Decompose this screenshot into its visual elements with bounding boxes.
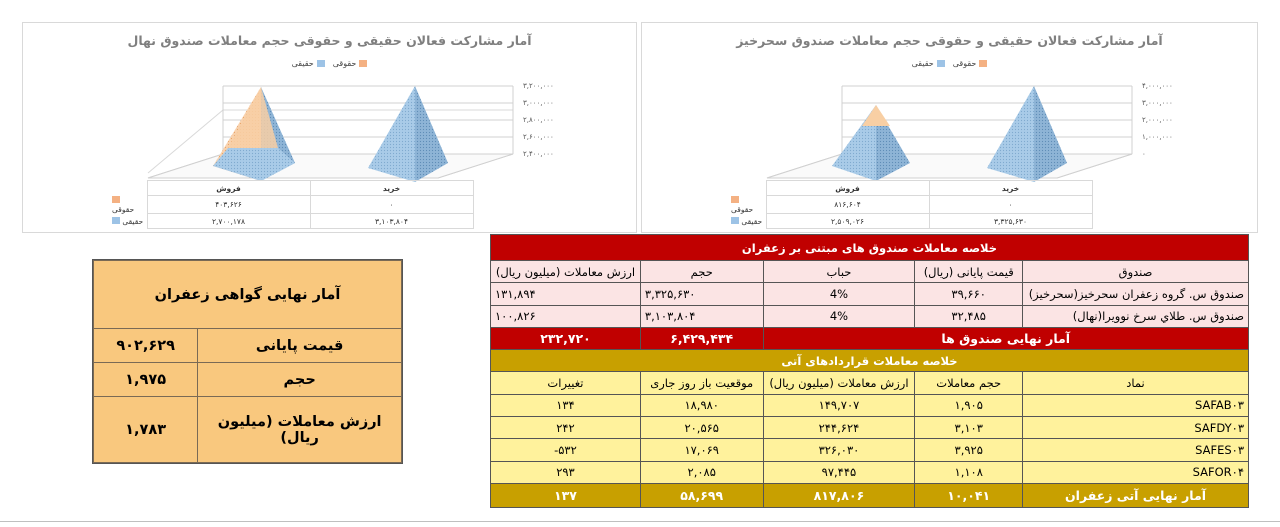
y-axis-ticks xyxy=(1142,82,1173,158)
data-cell: ۳۲,۴۸۵ xyxy=(915,305,1023,327)
saffron-certificate-summary xyxy=(92,259,403,464)
legend-swatch-icon xyxy=(112,217,120,224)
total-value: ۱۳۷ xyxy=(491,483,641,507)
data-cell: ۱۳۱,۸۹۴ xyxy=(491,283,641,305)
table-row xyxy=(491,283,1249,305)
total-value: ۵۸,۶۹۹ xyxy=(640,483,763,507)
data-cell: ۲,۰۸۵ xyxy=(640,461,763,483)
series-row-label: حقوقی xyxy=(109,196,147,214)
futures-total-label: آمار نهایی آتی زعفران xyxy=(1023,483,1249,507)
data-cell: ۲۰,۵۶۵ xyxy=(640,417,763,439)
chart-title: آمار مشارکت فعالان حقیقی و حقوقی حجم معاملات صندوق نهال xyxy=(127,33,532,48)
data-cell: ۳,۹۲۵ xyxy=(915,439,1023,461)
legend-label: حقوقی xyxy=(332,59,357,68)
data-cell: SAFES۰۳ xyxy=(1023,439,1249,461)
y-tick-label: ۰ xyxy=(1142,150,1146,158)
category-label: فروش xyxy=(766,181,929,196)
column-header: ارزش معاملات (میلیون ریال) xyxy=(491,261,641,283)
data-cell: SAFDY۰۳ xyxy=(1023,417,1249,439)
chart-panel-saharkhiz xyxy=(641,22,1258,233)
y-axis-ticks xyxy=(523,82,554,158)
y-tick-label: ۲,۶۰۰,۰۰۰ xyxy=(523,133,554,141)
column-header: حجم xyxy=(640,261,763,283)
data-cell: ۱۷,۰۶۹ xyxy=(640,439,763,461)
chart-floor xyxy=(148,154,513,178)
column-header: حجم معاملات xyxy=(915,372,1023,394)
table-row xyxy=(491,461,1249,483)
column-header: ارزش معاملات (میلیون ریال) xyxy=(763,372,915,394)
y-tick-label: ۲,۴۰۰,۰۰۰ xyxy=(523,150,554,158)
y-tick-label: ۳,۰۰۰,۰۰۰ xyxy=(523,99,554,107)
y-tick-label: ۳,۲۰۰,۰۰۰ xyxy=(523,82,554,90)
table-row xyxy=(491,439,1249,461)
column-header: حباب xyxy=(763,261,915,283)
total-value: ۱۰,۰۴۱ xyxy=(915,483,1023,507)
data-cell: 4% xyxy=(763,305,915,327)
certificate-value: ۱,۹۷۵ xyxy=(94,363,198,397)
data-cell: ۱۸,۹۸۰ xyxy=(640,394,763,416)
data-cell: ۴۰۳,۶۲۶ xyxy=(147,196,310,214)
data-cell: ۳۹,۶۶۰ xyxy=(915,283,1023,305)
data-cell: -۵۳۲ xyxy=(491,439,641,461)
certificate-title: آمار نهایی گواهی زعفران xyxy=(94,261,402,329)
data-cell: ۲۴۴,۶۲۴ xyxy=(763,417,915,439)
data-cell: SAFOR۰۴ xyxy=(1023,461,1249,483)
chart-floor xyxy=(767,154,1132,178)
data-cell: 4% xyxy=(763,283,915,305)
data-cell: ۸۱۶,۶۰۴ xyxy=(766,196,929,214)
legend-swatch-icon xyxy=(731,217,739,224)
data-cell: ۱۰۰,۸۲۶ xyxy=(491,305,641,327)
pyramid-bar-kharid xyxy=(368,86,448,182)
legend-label: حقیقی xyxy=(291,59,314,68)
data-cell: ۳,۳۲۵,۶۳۰ xyxy=(640,283,763,305)
data-cell: ۰ xyxy=(929,196,1092,214)
funds-and-futures-summary-table xyxy=(490,234,1249,508)
certificate-label: حجم xyxy=(198,363,402,397)
series-row-label: حقیقی xyxy=(728,214,766,229)
table-row xyxy=(491,305,1249,327)
funds-total-row xyxy=(491,327,1249,349)
funds-header-row xyxy=(491,261,1249,283)
chart-data-table xyxy=(109,180,474,229)
data-cell: ۲,۵۰۹,۰۲۶ xyxy=(766,214,929,229)
data-cell: ۲,۷۰۰,۱۷۸ xyxy=(147,214,310,229)
data-cell: ۹۷,۴۴۵ xyxy=(763,461,915,483)
chart-title: آمار مشارکت فعالان حقیقی و حقوقی حجم معاملات صندوق سحرخیز xyxy=(736,33,1163,48)
funds-total-label: آمار نهایی صندوق ها xyxy=(763,327,1248,349)
data-cell: ۱,۱۰۸ xyxy=(915,461,1023,483)
legend-swatch-icon xyxy=(112,196,120,203)
y-tick-label: ۲,۸۰۰,۰۰۰ xyxy=(523,116,554,124)
table-row xyxy=(491,417,1249,439)
series-row-label: حقوقی xyxy=(728,196,766,214)
chart-data-table xyxy=(728,180,1093,229)
data-cell: ۳,۱۰۳ xyxy=(915,417,1023,439)
bottom-divider xyxy=(0,521,1280,522)
column-header: موقعیت باز روز جاری xyxy=(640,372,763,394)
data-cell: ۰ xyxy=(310,196,473,214)
data-cell: ۳۲۶,۰۳۰ xyxy=(763,439,915,461)
category-label: خرید xyxy=(310,181,473,196)
data-cell: SAFAB۰۳ xyxy=(1023,394,1249,416)
data-cell: ۳,۱۰۳,۸۰۴ xyxy=(640,305,763,327)
data-cell: ۲۹۳ xyxy=(491,461,641,483)
data-cell: ۲۴۲ xyxy=(491,417,641,439)
column-header: نماد xyxy=(1023,372,1249,394)
data-cell: ۱۴۹,۷۰۷ xyxy=(763,394,915,416)
chart-panel-nahal xyxy=(22,22,637,233)
futures-header-row xyxy=(491,372,1249,394)
legend-label: حقوقی xyxy=(952,59,977,68)
total-value: ۶,۴۲۹,۴۳۴ xyxy=(640,327,763,349)
category-label: فروش xyxy=(147,181,310,196)
legend-swatch-icon xyxy=(731,196,739,203)
category-label: خرید xyxy=(929,181,1092,196)
column-header: قیمت پایانی (ریال) xyxy=(915,261,1023,283)
data-cell: صندوق س. گروه زعفران سحرخيز(سحرخيز) xyxy=(1023,283,1249,305)
table-row xyxy=(491,394,1249,416)
series-row-label: حقیقی xyxy=(109,214,147,229)
y-tick-label: ۱,۰۰۰,۰۰۰ xyxy=(1142,133,1173,141)
futures-total-row xyxy=(491,483,1249,507)
certificate-label: ارزش معاملات (میلیون ریال) xyxy=(198,397,402,463)
data-cell: ۳,۳۲۵,۶۳۰ xyxy=(929,214,1092,229)
certificate-label: قیمت پایانی xyxy=(198,329,402,363)
total-value: ۸۱۷,۸۰۶ xyxy=(763,483,915,507)
y-tick-label: ۳,۰۰۰,۰۰۰ xyxy=(1142,99,1173,107)
y-tick-label: ۴,۰۰۰,۰۰۰ xyxy=(1142,82,1173,90)
data-cell: ۳,۱۰۳,۸۰۴ xyxy=(310,214,473,229)
total-value: ۲۳۲,۷۲۰ xyxy=(491,327,641,349)
column-header: تغییرات xyxy=(491,372,641,394)
certificate-value: ۱,۷۸۳ xyxy=(94,397,198,463)
pyramid-bar-foroush xyxy=(213,87,295,181)
certificate-value: ۹۰۲,۶۲۹ xyxy=(94,329,198,363)
futures-section-title: خلاصه معاملات قراردادهای آتی xyxy=(491,350,1249,372)
data-cell: صندوق س. طلاي سرخ نوويرا(نهال) xyxy=(1023,305,1249,327)
funds-section-title: خلاصه معاملات صندوق های مبتنی بر زعفران xyxy=(491,235,1249,261)
y-tick-label: ۲,۰۰۰,۰۰۰ xyxy=(1142,116,1173,124)
legend-label: حقیقی xyxy=(911,59,934,68)
data-cell: ۱۳۴ xyxy=(491,394,641,416)
pyramid-bar-kharid xyxy=(987,86,1067,182)
column-header: صندوق xyxy=(1023,261,1249,283)
data-cell: ۱,۹۰۵ xyxy=(915,394,1023,416)
